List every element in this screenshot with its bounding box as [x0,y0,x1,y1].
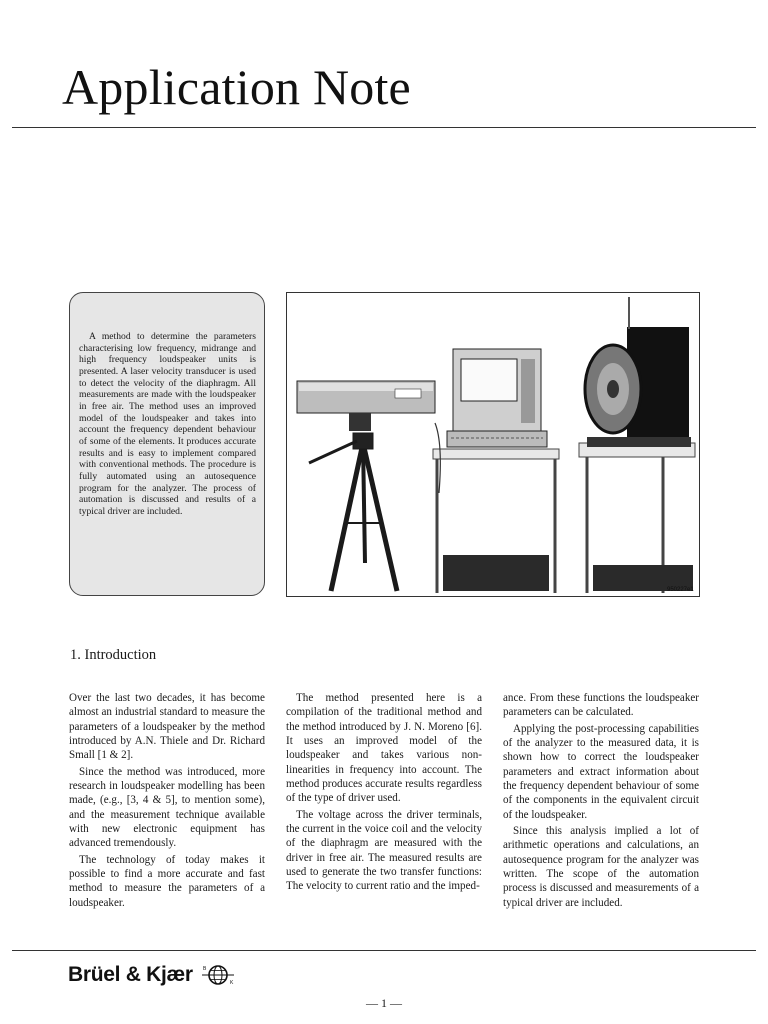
abstract-box [69,292,265,596]
speaker-stand-illustration [579,443,695,593]
paragraph: Applying the post-processing capabilities of the analyzer to the measured data, it is shown how to correct the loudspeaker parameters and extract information about the frequency dependent behaviour of some of the components in the equivalent circuit of the loudspeaker. [503,722,699,821]
photo-illustration [287,293,699,596]
paragraph: Over the last two decades, it has become almost an industrial standard to measure the parameters of a loudspeaker by the method introduced by A.N. Thiele and Dr. Richard Small [1 & 2]. [69,692,265,762]
tripod-illustration [309,433,397,591]
brand-logo [68,962,235,988]
equipment-photo [286,292,700,597]
logo-letter-b: B [202,966,207,972]
paragraph: The technology of today makes it possible to find a more accurate and fast method to measure the parameters of a loudspeaker. [69,853,265,909]
page-title: Application Note [62,59,411,115]
laser-head-illustration [297,381,435,431]
paragraph: The voltage across the driver terminals, the current in the voice coil and the velocity of the diaphragm are measured with the driver in free air. The measured results are used to generate the two transfer functions: The velocity to current ratio and the imped- [286,808,482,893]
page-number: — 1 — [366,996,402,1010]
text-column-2 [286,691,482,896]
text-column-3 [503,691,699,912]
photo-code: 950227e1 [667,587,694,593]
paragraph: The method presented here is a compilation of the traditional method and the method introduced by J. N. Moreno [6]. It uses an improved model of the loudspeaker and takes various non-linearities in frequency into account. The method produces accurate results regardless of the type of driver used. [286,692,482,805]
paragraph: Since this analysis implied a lot of arithmetic operations and calculations, an autosequence program for the analyzer was written. The scope of the automation process is discussed and measurements of a typical driver are included. [503,825,699,909]
text-column-1 [69,691,265,912]
globe-icon [201,962,235,988]
abstract-text: A method to determine the parameters characterising low frequency, midrange and high frequency loudspeaker units is presented. A laser velocity transducer is used to detect the velocity of the diaphragm. All measurements are made with the loudspeaker in free air. The method uses an improved model of the loudspeaker and takes into account the frequency dependent behaviour of some of the elements. It produces accurate results and is easy to implement compared with conventional methods. The procedure is fully automated using an autosequence program for the analyzer. The process of automation is discussed and results of a typical driver are included. [79,331,256,517]
analyzer-illustration [447,349,547,447]
loudspeaker-illustration [585,297,691,447]
logo-letter-k: K [229,980,234,986]
brand-name: Brüel & Kjær [68,963,193,986]
header-divider [12,127,756,128]
paragraph: Since the method was introduced, more research in loudspeaker modelling has been made, (e.g., [3, 4 & 5], to mention some), and the measurement technique available with new electronic equipment has advanced tremendously. [69,765,265,850]
footer-divider [12,950,756,951]
analyzer-table-illustration [433,449,559,593]
paragraph: ance. From these functions the loudspeaker parameters can be calculated. [503,692,699,719]
section-heading: 1. Introduction [70,647,157,663]
